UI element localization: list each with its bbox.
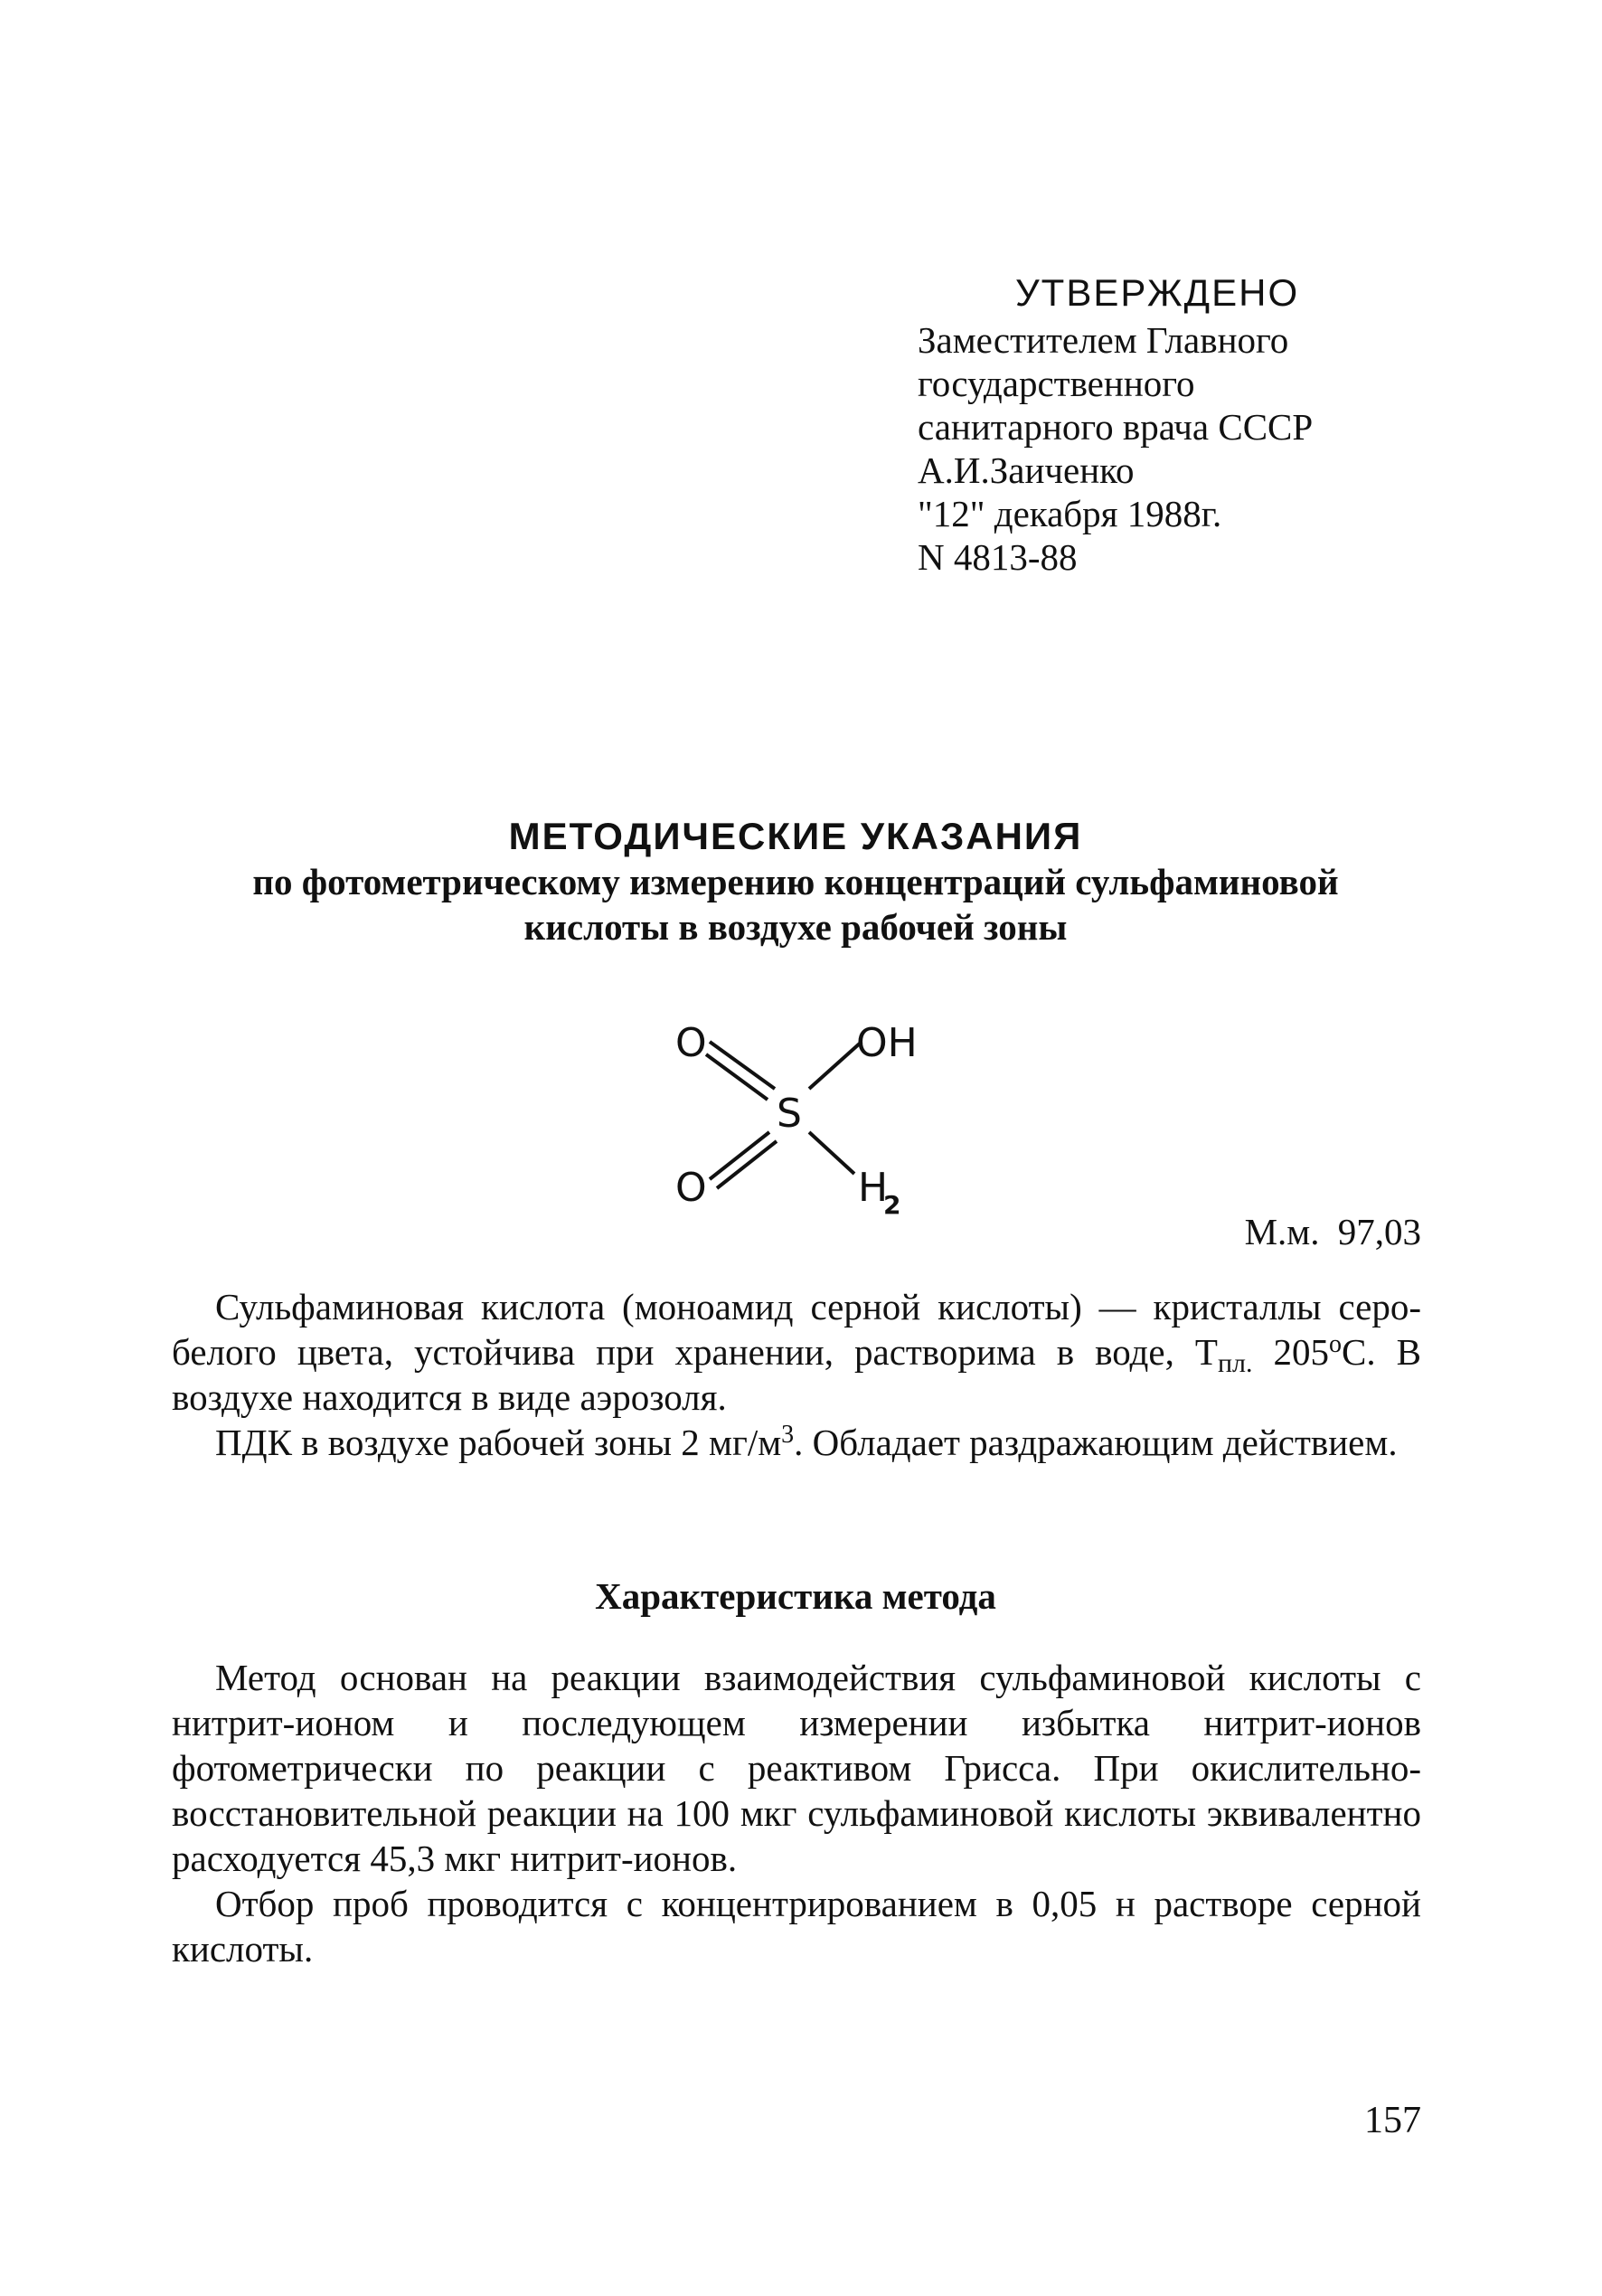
- formula-atom-o-top: O: [675, 1020, 707, 1066]
- formula-atom-o-bottom: O: [675, 1165, 707, 1211]
- formula-group-oh: OH: [856, 1020, 918, 1066]
- melting-point-subscript: пл.: [1217, 1348, 1253, 1378]
- approval-line: "12" декабря 1988г.: [918, 493, 1222, 534]
- approval-line: государственного: [918, 363, 1195, 404]
- substance-description: [172, 1284, 1421, 1465]
- molecular-weight: М.м. 97,03: [1244, 1211, 1421, 1252]
- title-main: МЕТОДИЧЕСКИЕ УКАЗАНИЯ: [508, 815, 1083, 857]
- method-paragraph: Метод основан на реакции взаимодействия сульфаминовой кислоты с нитрит-ионом и последующем измерении избытка нитрит-ионов фотометрически по реакции с реактивом Грисса. При окислительно-восстановительной реакции на 100 мкг сульфаминовой кислоты эквивалентно расходуется 45,3 мкг нитрит-ионов.: [172, 1657, 1421, 1879]
- section-heading: Характеристика метода: [595, 1575, 996, 1617]
- cubic-superscript: 3: [781, 1421, 795, 1449]
- page-number: 157: [1364, 2100, 1421, 2141]
- method-description: [172, 1655, 1421, 1971]
- pdk-paragraph: ПДК в воздухе рабочей зоны 2 $мг/м^3$. Обладает раздражающим действием.: [215, 1421, 1398, 1463]
- approval-line: N 4813-88: [918, 536, 1078, 578]
- description-paragraph: Сульфаминовая кислота (моноамид серной кислоты) — кристаллы серо-белого цвета, устойчива при хранении, растворима в воде, $Т_{пл.}$ $205^оС$. В воздухе находится в виде аэрозоля.: [172, 1286, 1422, 1418]
- approval-line: санитарного врача СССР: [918, 406, 1314, 448]
- approval-line: А.И.Заиченко: [918, 449, 1135, 491]
- sampling-paragraph: Отбор проб проводится с концентрированием в 0,05 н растворе серной кислоты.: [172, 1883, 1421, 1970]
- formula-subscript: 2: [883, 1190, 901, 1220]
- structural-formula: [674, 1013, 927, 1221]
- degree-superscript: о: [1329, 1330, 1343, 1358]
- approval-title: УТВЕРЖДЕНО: [1015, 271, 1300, 314]
- approval-line: Заместителем Главного: [918, 319, 1289, 361]
- formula-atom-s: S: [777, 1091, 802, 1137]
- document-title: [181, 814, 1410, 950]
- single-bond-line: [809, 1042, 862, 1089]
- formula-atom-h: H: [858, 1165, 889, 1211]
- title-subtitle-line: по фотометрическому измерению концентраций сульфаминовой: [252, 861, 1339, 902]
- single-bond-line: [809, 1132, 854, 1174]
- title-subtitle-line: кислоты в воздухе рабочей зоны: [523, 906, 1068, 948]
- approval-block: [918, 271, 1424, 579]
